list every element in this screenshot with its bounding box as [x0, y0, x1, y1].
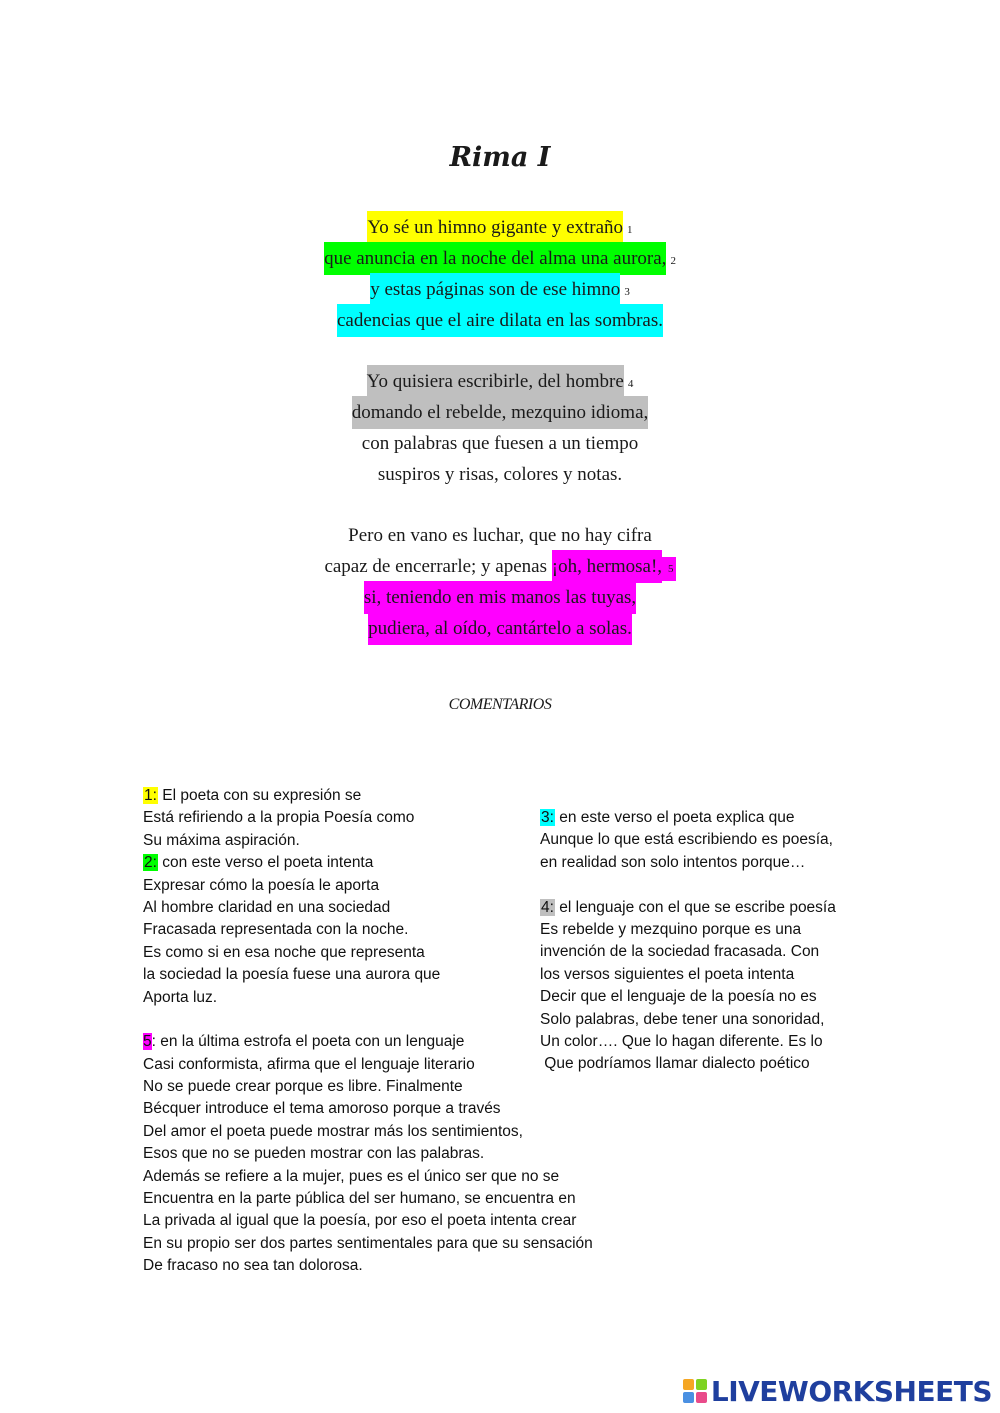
stanza-2: [0, 366, 1000, 490]
comment-tag: 2:: [144, 854, 157, 872]
comment-line: Fracasada representada con la noche.: [143, 921, 409, 939]
comment-tag: 4:: [541, 898, 554, 916]
comment-line: En su propio ser dos partes sentimentales para que su sensación: [143, 1234, 593, 1252]
comment-line: De fracaso no sea tan dolorosa.: [143, 1257, 363, 1275]
verse-highlight: ¡oh, hermosa!,: [552, 550, 662, 583]
comment-line: Está refiriendo a la propia Poesía como: [143, 809, 415, 827]
comment-line: Decir que el lenguaje de la poesía no es: [540, 988, 817, 1006]
poem-title: Rima I: [449, 142, 551, 173]
verse-number: 1: [627, 224, 633, 236]
comment-line: Casi conformista, afirma que el lenguaje literario: [143, 1055, 475, 1073]
verse-highlight: Yo quisiera escribirle, del hombre: [367, 365, 624, 398]
verse-line: [0, 274, 1000, 305]
comment-tag: 5: [143, 1033, 152, 1051]
comentarios-heading: COMENTARIOS: [448, 696, 552, 713]
verse-line: [0, 613, 1000, 644]
comment-line: los versos siguientes el poeta intenta: [540, 965, 795, 983]
verse-number: 2: [670, 255, 676, 267]
verse-number: 4: [627, 378, 634, 390]
comment-line: Es como si en esa noche que representa: [143, 943, 425, 961]
comment-line: invención de la sociedad fracasada. Con: [540, 943, 820, 961]
comment-line: Al hombre claridad en una sociedad: [143, 898, 391, 916]
comment-tag: 1:: [144, 787, 157, 804]
comment-line: Su máxima aspiración.: [143, 831, 300, 849]
verse-line: [0, 305, 1000, 336]
comment-line: Aunque lo que está escribiendo es poesía,: [540, 831, 833, 849]
verse-line: [0, 551, 1000, 582]
comments-left-column: [143, 785, 593, 1278]
comment-line: Solo palabras, debe tener una sonoridad,: [540, 1010, 825, 1028]
stanza-1: [0, 212, 1000, 336]
comment-line: 5: en la última estrofa el poeta con un lenguaje: [143, 1033, 465, 1051]
comment-line: Es rebelde y mezquino porque es una: [540, 920, 802, 938]
comment-line: Que podríamos llamar dialecto poético: [540, 1055, 810, 1073]
comment-line: Aporta luz.: [143, 988, 218, 1006]
stanza-3: [0, 520, 1000, 644]
verse-highlight: pudiera, al oído, cantártelo a solas.: [368, 612, 632, 645]
comment-line: 2: con este verso el poeta intenta: [144, 854, 374, 872]
verse-highlight: que anuncia en la noche del alma una aurora,: [324, 242, 666, 275]
verse-line: [0, 243, 1000, 274]
comments-right-column: [540, 807, 836, 1076]
logo-text: LIVEWORKSHEETS: [710, 1374, 992, 1408]
verse-highlight: y estas páginas son de ese himno: [370, 273, 620, 306]
comment-line: No se puede crear porque es libre. Finalmente: [143, 1078, 463, 1096]
comment-line: Esos que no se pueden mostrar con las palabras.: [143, 1145, 485, 1163]
comment-line: 3: en este verso el poeta explica que: [541, 809, 795, 826]
verse-line: suspiros y risas, colores y notas.: [377, 464, 623, 485]
verse-highlight: domando el rebelde, mezquino idioma,: [352, 396, 649, 429]
logo-mark-icon: [683, 1379, 707, 1403]
comment-line: Bécquer introduce el tema amoroso porque a través: [143, 1100, 501, 1118]
verse-line: Pero en vano es luchar, que no hay cifra: [348, 525, 652, 546]
verse-line: [0, 582, 1000, 613]
comment-spacer: [143, 1009, 593, 1031]
comment-line: 4: el lenguaje con el que se escribe poesía: [541, 898, 836, 916]
comment-line: Encuentra en la parte pública del ser humano, se encuentra en: [143, 1190, 576, 1208]
verse-plain: capaz de encerrarle; y apenas: [324, 556, 548, 577]
verse-highlight: si, teniendo en mis manos las tuyas,: [364, 581, 636, 614]
liveworksheets-logo: [683, 1375, 992, 1407]
comment-line: La privada al igual que la poesía, por eso el poeta intenta crear: [143, 1212, 577, 1230]
verse-line: [0, 366, 1000, 397]
comment-line: Expresar cómo la poesía le aporta: [143, 876, 380, 894]
comment-tag: 3:: [541, 809, 554, 826]
verse-highlight: cadencias que el aire dilata en las sombras.: [337, 304, 663, 337]
comment-line: en realidad son solo intentos porque…: [540, 853, 806, 871]
verse-number: 3: [624, 286, 630, 298]
verse-line: [0, 397, 1000, 428]
verse-line: con palabras que fuesen a un tiempo: [361, 433, 639, 454]
comment-line: 1: El poeta con su expresión se: [144, 787, 362, 804]
comment-line: Del amor el poeta puede mostrar más los sentimientos,: [143, 1122, 523, 1140]
comment-spacer: [540, 874, 836, 896]
comment-line: Además se refiere a la mujer, pues es el único ser que no se: [143, 1167, 560, 1185]
comment-line: la sociedad la poesía fuese una aurora que: [143, 966, 441, 984]
verse-highlight: Yo sé un himno gigante y extraño: [367, 211, 623, 244]
comment-line: Un color…. Que lo hagan diferente. Es lo: [540, 1032, 823, 1050]
verse-number: 5: [662, 557, 676, 581]
verse-line: [0, 212, 1000, 243]
